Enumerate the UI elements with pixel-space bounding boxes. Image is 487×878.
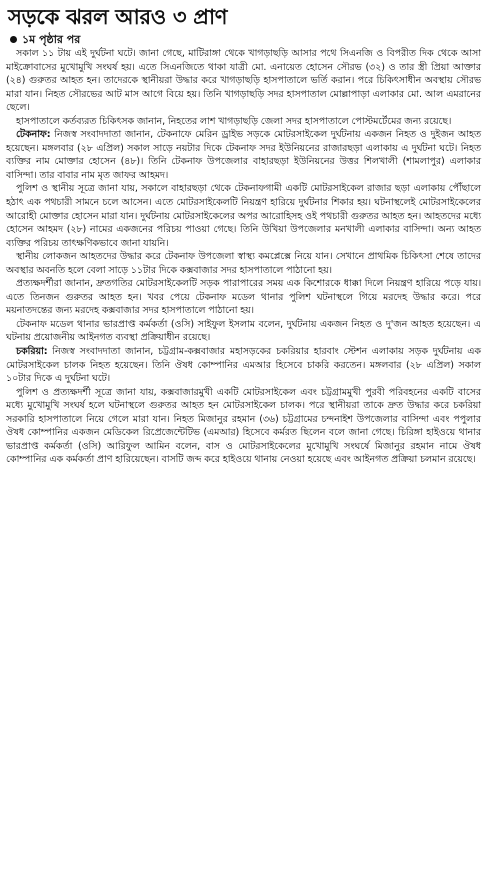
continued-from-label <box>10 32 481 47</box>
paragraph-text: পুলিশ ও স্থানীয় সূত্রে জানা যায়, সকালে বাহারছড়া থেকে টেকনাফগামী একটি মোটরসাইকেল রাজার ছড়া এলাকায় পৌঁছালে হঠাৎ এক পথচারী সামনে চলে আসেন। এতে মোটরসাইকেলটি নিয়ন্ত্রণ হারিয়ে দুর্ঘটনার শিকার হয়। ঘটনাস্থলেই মোটরসাইকেলের আরোহী মোক্তার হোসেন মারা যান। দুর্ঘটনায় মোটরসাইকেলের অপর আরোহিসহ ওই পথচারী গুরুতর আহত হন। আহতদের মধ্যে হোসেন আহমদ (২৮) নামের একজনের পরিচয় পাওয়া গেছে। তিনি উখিয়া উপজেলার মনখালী এলাকার বাসিন্দা। অন্য আহত ব্যক্তির পরিচয় তাৎক্ষণিকভাবে জানা যায়নি। <box>6 183 481 249</box>
paragraph-text: নিজস্ব সংবাদদাতা জানান, চট্টগ্রাম-কক্সবাজার মহাসড়কের চকরিয়ার হারবাং স্টেশন এলাকায় সড়ক দুর্ঘটনায় এক মোটরসাইকেল চালক নিহত হয়েছেন। তিনি ঔষধ কোম্পানির এমআর হিসেবে চাকরি করতেন। মঙ্গলবার (২৮ এপ্রিল) সকাল ১০টার দিকে এ দুর্ঘটনা ঘটে। <box>6 346 481 385</box>
paragraph-6 <box>6 277 481 318</box>
headline: সড়কে ঝরল আরও ৩ প্রাণ <box>8 5 228 29</box>
dateline-teknaf: টেকনাফ: <box>16 129 51 141</box>
paragraph-3 <box>6 128 481 182</box>
paragraph-text: সকাল ১১ টায় এই দুর্ঘটনা ঘটে। জানা গেছে, মাটিরাঙ্গা থেকে খাগড়াছড়ি আসার পথে সিএনজি ও বিপরীত দিক থেকে আসা মাইক্রোবাসের মুখোমুখি সংঘর্ষ হয়। এতে সিএনজিতে থাকা যাত্রী মো. এনায়েত হোসেন সৌরভ (৩২) ও তার স্ত্রী প্রিয়া আক্তার (২৪) গুরুতর আহত হন। তাদেরকে স্থানীয়রা উদ্ধার করে খাগড়াছড়ি হাসপাতালে ভর্তি করান। পরে চিকিৎসাধীন অবস্থায় সৌরভ মারা যান। নিহত সৌরভের আট মাস আগে বিয়ে হয়। তিনি খাগড়াছড়ি সদর হাসপাতাল মোল্লাপাড়া এলাকার মো. আল এমরানের ছেলে। <box>6 48 481 114</box>
paragraph-4 <box>6 182 481 250</box>
paragraph-7 <box>6 318 481 345</box>
paragraph-text: টেকনাফ মডেল থানার ভারপ্রাপ্ত কর্মকর্তা (ওসি) সাইফুল ইসলাম বলেন, দুর্ঘটনায় একজন নিহত ও দু'জন আহত হয়েছেন। এ ঘটনায় প্রয়োজনীয় আইনগত ব্যবস্থা প্রক্রিয়াধীন রয়েছে। <box>6 318 481 344</box>
paragraph-8 <box>6 345 481 386</box>
dateline-chakaria: চকরিয়া: <box>16 346 48 358</box>
paragraph-2 <box>6 115 481 129</box>
paragraph-1 <box>6 47 481 115</box>
continued-from-text: ১ম পৃষ্ঠার পর <box>22 33 81 46</box>
bullet-icon <box>10 36 17 43</box>
paragraph-text: প্রত্যক্ষদর্শীরা জানান, দ্রুতগতির মোটরসাইকেলটি সড়ক পারাপারের সময় এক কিশোরকে ধাক্কা দিলে নিয়ন্ত্রণ হারিয়ে পড়ে যায়। এতে তিনজন গুরুতর আহত হন। খবর পেয়ে টেকনাফ মডেল থানার পুলিশ ঘটনাস্থলে গিয়ে মরদেহ উদ্ধার করে। পরে ময়নাতদন্তের জন্য মরদেহ কক্সবাজার সদর হাসপাতালে পাঠানো হয়। <box>6 278 481 317</box>
paragraph-9 <box>6 386 481 467</box>
paragraph-text: নিজস্ব সংবাদদাতা জানান, টেকনাফে মেরিন ড্রাইভ সড়কে মোটরসাইকেল দুর্ঘটনায় একজন নিহত ও দুইজন আহত হয়েছেন। মঙ্গলবার (২৮ এপ্রিল) সকাল সাড়ে নয়টার দিকে টেকনাফ সদর ইউনিয়নের রাজারছড়া এলাকায় এ দুর্ঘটনা ঘটে। নিহত ব্যক্তির নাম মোক্তার হোসেন (৪৮)। তিনি টেকনাফ উপজেলার বাহারছড়া ইউনিয়নের উত্তর শিলখালী (শামলাপুর) এলাকার বাসিন্দা। তার বাবার নাম মৃত জাফর আহমদ। <box>6 129 481 181</box>
paragraph-text: স্থানীয় লোকজন আহতদের উদ্ধার করে টেকনাফ উপজেলা স্বাস্থ্য কমপ্লেক্সে নিয়ে যান। সেখানে প্রাথমিক চিকিৎসা শেষে তাদের অবস্থার অবনতি হলে বেলা সাড়ে ১১টার দিকে কক্সবাজার সদর হাসপাতালে পাঠানো হয়। <box>6 251 481 276</box>
paragraph-text: পুলিশ ও প্রত্যক্ষদর্শী সূত্রে জানা যায়, কক্সবাজারমুখী একটি মোটরসাইকেল এবং চট্টগ্রামমুখী পুরবী পরিবহনের একটি বাসের মধ্যে মুখোমুখি সংঘর্ষ হলে ঘটনাস্থলে গুরুতর আহত হন মোটরসাইকেল চালক। পরে স্থানীয়রা তাকে দ্রুত উদ্ধার করে চকরিয়া সরকারি হাসপাতালে নিয়ে গেলে মারা যান। নিহত মিজানুর রহমান (৩৬) চট্টগ্রামের চন্দনাইশ উপজেলার বাসিন্দা এবং পপুলার ঔষধ কোম্পানির একজন মেডিকেল রিপ্রেজেন্টেটিভ (এমআর) হিসেবে কর্মরত ছিলেন বলে জানা গেছে। চিরিঙ্গা হাইওয়ে থানার ভারপ্রাপ্ত কর্মকর্তা (ওসি) আরিফুল আমিন বলেন, বাস ও মোটরসাইকেলের মুখোমুখি সংঘর্ষে মিজানুর রহমান নামে ঔষধ কোম্পানির এক কর্মকর্তা প্রাণ হারিয়েছেন। বাসটি জব্দ করে হাইওয়ে থানায় নেওয়া হয়েছে এবং আইনগত প্রক্রিয়া চলমান রয়েছে। <box>6 386 481 466</box>
paragraph-text: হাসপাতালে কর্তব্যরত চিকিৎসক জানান, নিহতের লাশ খাগড়াছড়ি জেলা সদর হাসপাতালে পোস্টমর্টেমের জন্য রয়েছে। <box>16 115 452 127</box>
paragraph-5 <box>6 250 481 277</box>
